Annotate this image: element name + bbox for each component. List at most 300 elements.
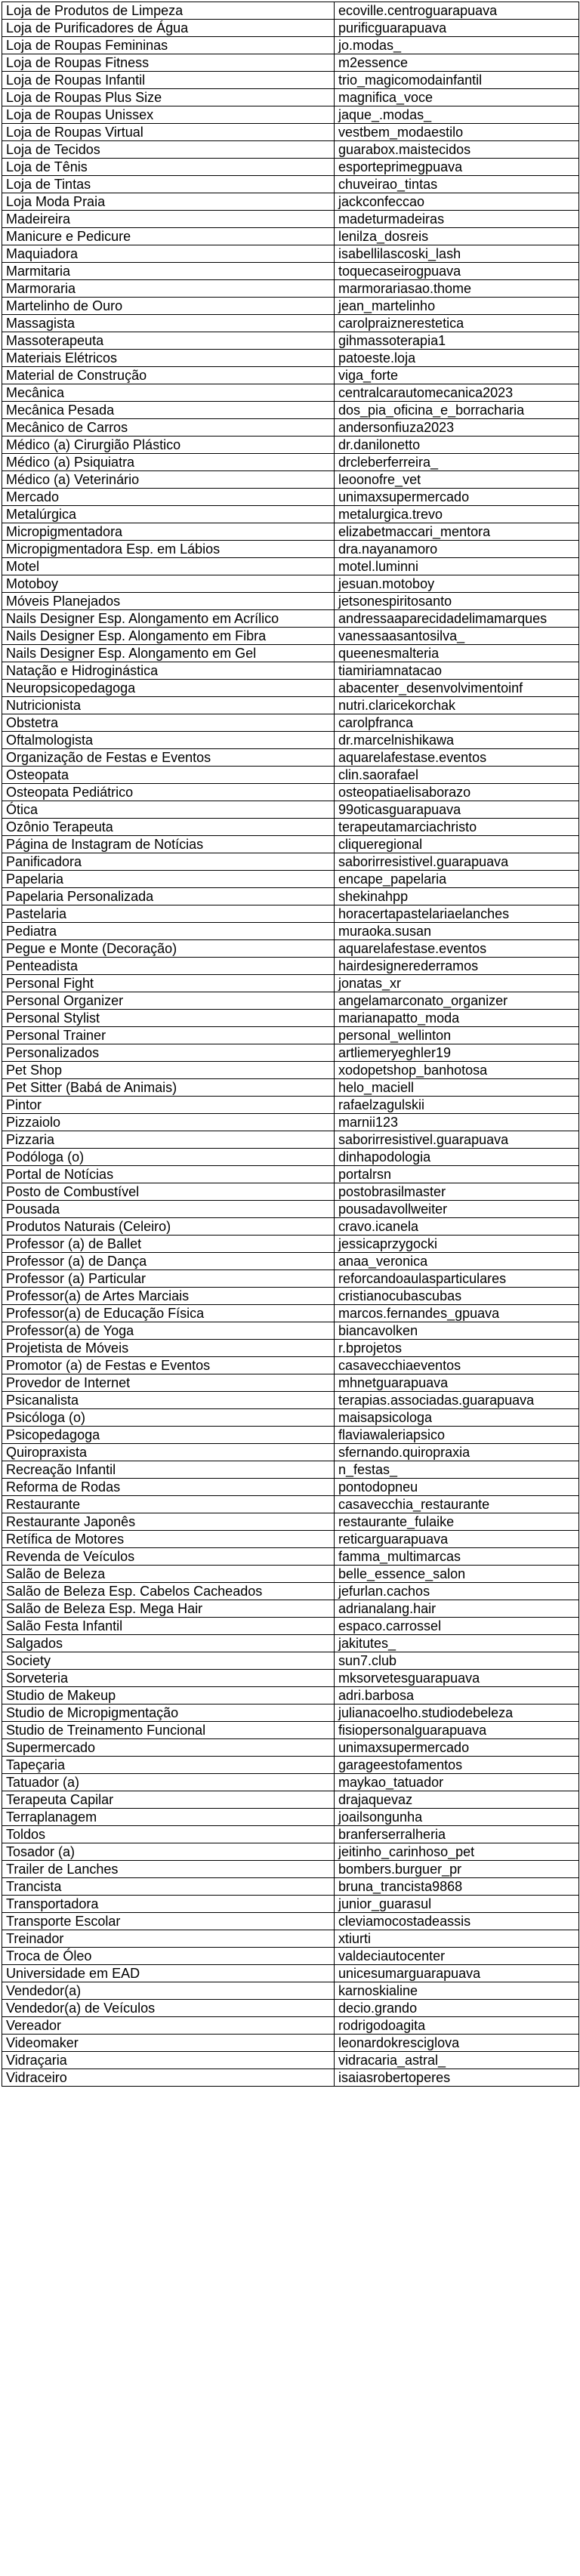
category-cell[interactable]: Salão Festa Infantil	[2, 1618, 335, 1635]
category-cell[interactable]: Nails Designer Esp. Alongamento em Gel	[2, 645, 335, 662]
instagram-handle-cell[interactable]: muraoka.susan	[335, 923, 579, 940]
category-cell[interactable]: Micropigmentadora Esp. em Lábios	[2, 541, 335, 558]
category-cell[interactable]: Ótica	[2, 801, 335, 819]
instagram-handle-cell[interactable]: jeitinho_carinhoso_pet	[335, 1843, 579, 1861]
instagram-handle-cell[interactable]: bruna_trancista9868	[335, 1878, 579, 1896]
category-cell[interactable]: Projetista de Móveis	[2, 1340, 335, 1357]
table-row	[2, 141, 579, 159]
instagram-handle-cell[interactable]: saborirresistivel.guarapuava	[335, 853, 579, 871]
category-cell[interactable]: Osteopata	[2, 767, 335, 784]
instagram-handle-cell[interactable]: personal_wellinton	[335, 1027, 579, 1044]
instagram-handle-cell[interactable]: mhnetguarapuava	[335, 1374, 579, 1392]
table-row	[2, 89, 579, 106]
category-cell[interactable]: Salgados	[2, 1635, 335, 1652]
directory-table-body	[2, 2, 579, 2087]
category-cell[interactable]: Personal Fight	[2, 975, 335, 992]
category-cell[interactable]: Panificadora	[2, 853, 335, 871]
table-row	[2, 124, 579, 141]
table-row	[2, 176, 579, 193]
category-cell[interactable]: Retífica de Motores	[2, 1531, 335, 1548]
category-cell[interactable]: Ozônio Terapeuta	[2, 819, 335, 836]
category-cell[interactable]: Papelaria Personalizada	[2, 888, 335, 905]
table-row	[2, 1513, 579, 1531]
instagram-handle-cell[interactable]: andressaaparecidadelimamarques	[335, 610, 579, 628]
table-row	[2, 1774, 579, 1791]
instagram-handle-cell[interactable]: marianapatto_moda	[335, 1010, 579, 1027]
instagram-handle-cell[interactable]: casavecchiaeventos	[335, 1357, 579, 1374]
instagram-handle-cell[interactable]: queenesmalteria	[335, 645, 579, 662]
category-cell[interactable]: Material de Construção	[2, 367, 335, 384]
instagram-handle-cell[interactable]: aquarelafestase.eventos	[335, 749, 579, 767]
instagram-handle-cell[interactable]: bombers.burguer_pr	[335, 1861, 579, 1878]
category-cell[interactable]: Personal Trainer	[2, 1027, 335, 1044]
table-row	[2, 1948, 579, 1965]
instagram-handle-cell[interactable]: isabellilascoski_lash	[335, 245, 579, 263]
category-cell[interactable]: Professor (a) Particular	[2, 1270, 335, 1288]
instagram-handle-cell[interactable]: marmorariasao.thome	[335, 280, 579, 298]
category-cell[interactable]: Micropigmentadora	[2, 523, 335, 541]
category-cell[interactable]: Mecânico de Carros	[2, 419, 335, 437]
instagram-handle-cell[interactable]: karnoskialine	[335, 1982, 579, 2000]
table-row	[2, 20, 579, 37]
table-row	[2, 1809, 579, 1826]
category-cell[interactable]: Loja Moda Praia	[2, 193, 335, 211]
table-row	[2, 1861, 579, 1878]
category-cell[interactable]: Pegue e Monte (Decoração)	[2, 940, 335, 958]
category-cell[interactable]: Metalúrgica	[2, 506, 335, 523]
category-cell[interactable]: Pintor	[2, 1097, 335, 1114]
table-row	[2, 1322, 579, 1340]
instagram-handle-cell[interactable]: trio_magicomodainfantil	[335, 72, 579, 89]
instagram-handle-cell[interactable]: patoeste.loja	[335, 350, 579, 367]
instagram-handle-cell[interactable]: carolpfranca	[335, 714, 579, 732]
table-row	[2, 1496, 579, 1513]
instagram-handle-cell[interactable]: mksorvetesguarapuava	[335, 1670, 579, 1687]
table-row	[2, 1843, 579, 1861]
instagram-handle-cell[interactable]: r.bprojetos	[335, 1340, 579, 1357]
category-cell[interactable]: Professor (a) de Ballet	[2, 1236, 335, 1253]
table-row	[2, 1340, 579, 1357]
category-cell[interactable]: Trailer de Lanches	[2, 1861, 335, 1878]
instagram-handle-cell[interactable]: ecoville.centroguarapuava	[335, 2, 579, 20]
table-row	[2, 437, 579, 454]
instagram-handle-cell[interactable]: jonatas_xr	[335, 975, 579, 992]
category-cell[interactable]: Nails Designer Esp. Alongamento em Acrílico	[2, 610, 335, 628]
instagram-handle-cell[interactable]: horacertapastelariaelanches	[335, 905, 579, 923]
instagram-handle-cell[interactable]: dr.danilonetto	[335, 437, 579, 454]
category-cell[interactable]: Salão de Beleza Esp. Mega Hair	[2, 1600, 335, 1618]
category-cell[interactable]: Psicóloga (o)	[2, 1409, 335, 1427]
category-cell[interactable]: Supermercado	[2, 1739, 335, 1757]
category-cell[interactable]: Restaurante Japonês	[2, 1513, 335, 1531]
category-cell[interactable]: Recreação Infantil	[2, 1461, 335, 1479]
category-cell[interactable]: Personal Organizer	[2, 992, 335, 1010]
instagram-handle-cell[interactable]: fisiopersonalguarapuava	[335, 1722, 579, 1739]
table-row	[2, 610, 579, 628]
table-row	[2, 1097, 579, 1114]
table-row	[2, 402, 579, 419]
category-cell[interactable]: Videomaker	[2, 2035, 335, 2052]
category-cell[interactable]: Vereador	[2, 2017, 335, 2035]
table-row	[2, 419, 579, 437]
category-cell[interactable]: Loja de Roupas Virtual	[2, 124, 335, 141]
table-row	[2, 1027, 579, 1044]
instagram-handle-cell[interactable]: shekinahpp	[335, 888, 579, 905]
instagram-handle-cell[interactable]: encape_papelaria	[335, 871, 579, 888]
category-cell[interactable]: Móveis Planejados	[2, 593, 335, 610]
category-cell[interactable]: Loja de Roupas Fitness	[2, 54, 335, 72]
category-cell[interactable]: Marmoraria	[2, 280, 335, 298]
instagram-handle-cell[interactable]: lenilza_dosreis	[335, 228, 579, 245]
table-row	[2, 593, 579, 610]
instagram-handle-cell[interactable]: viga_forte	[335, 367, 579, 384]
category-cell[interactable]: Massoterapeuta	[2, 332, 335, 350]
table-row	[2, 1392, 579, 1409]
instagram-handle-cell[interactable]: jakitutes_	[335, 1635, 579, 1652]
instagram-handle-cell[interactable]: jackconfeccao	[335, 193, 579, 211]
category-cell[interactable]: Médico (a) Veterinário	[2, 471, 335, 489]
instagram-handle-cell[interactable]: nutri.claricekorchak	[335, 697, 579, 714]
category-cell[interactable]: Professor (a) de Dança	[2, 1253, 335, 1270]
category-cell[interactable]: Universidade em EAD	[2, 1965, 335, 1982]
table-row	[2, 315, 579, 332]
instagram-handle-cell[interactable]: espaco.carrossel	[335, 1618, 579, 1635]
category-cell[interactable]: Portal de Notícias	[2, 1166, 335, 1183]
category-cell[interactable]: Médico (a) Cirurgião Plástico	[2, 437, 335, 454]
category-cell[interactable]: Pizzaria	[2, 1131, 335, 1149]
category-cell[interactable]: Loja de Tintas	[2, 176, 335, 193]
instagram-handle-cell[interactable]: biancavolken	[335, 1322, 579, 1340]
instagram-handle-cell[interactable]: artliemeryeghler19	[335, 1044, 579, 1062]
instagram-handle-cell[interactable]: jefurlan.cachos	[335, 1583, 579, 1600]
instagram-handle-cell[interactable]: clin.saorafael	[335, 767, 579, 784]
category-cell[interactable]: Society	[2, 1652, 335, 1670]
category-cell[interactable]: Vidraceiro	[2, 2069, 335, 2087]
instagram-handle-cell[interactable]: portalrsn	[335, 1166, 579, 1183]
instagram-handle-cell[interactable]: abacenter_desenvolvimentoinf	[335, 680, 579, 697]
instagram-handle-cell[interactable]: jessicaprzygocki	[335, 1236, 579, 1253]
category-cell[interactable]: Personalizados	[2, 1044, 335, 1062]
category-cell[interactable]: Professor(a) de Yoga	[2, 1322, 335, 1340]
instagram-handle-cell[interactable]: saborirresistivel.guarapuava	[335, 1131, 579, 1149]
instagram-handle-cell[interactable]: 99oticasguarapuava	[335, 801, 579, 819]
instagram-handle-cell[interactable]: dinhapodologia	[335, 1149, 579, 1166]
category-cell[interactable]: Promotor (a) de Festas e Eventos	[2, 1357, 335, 1374]
instagram-handle-cell[interactable]: julianacoelho.studiodebeleza	[335, 1704, 579, 1722]
instagram-handle-cell[interactable]: valdeciautocenter	[335, 1948, 579, 1965]
instagram-handle-cell[interactable]: jesuan.motoboy	[335, 575, 579, 593]
instagram-handle-cell[interactable]: cravo.icanela	[335, 1218, 579, 1236]
category-cell[interactable]: Personal Stylist	[2, 1010, 335, 1027]
instagram-handle-cell[interactable]: chuveirao_tintas	[335, 176, 579, 193]
category-cell[interactable]: Quiropraxista	[2, 1444, 335, 1461]
table-row	[2, 1687, 579, 1704]
table-row	[2, 1131, 579, 1149]
table-row	[2, 575, 579, 593]
instagram-handle-cell[interactable]: andersonfiuza2023	[335, 419, 579, 437]
category-cell[interactable]: Oftalmologista	[2, 732, 335, 749]
instagram-handle-cell[interactable]: toquecaseirogpuava	[335, 263, 579, 280]
instagram-handle-cell[interactable]: decio.grando	[335, 2000, 579, 2017]
instagram-handle-cell[interactable]: jaque_.modas_	[335, 106, 579, 124]
instagram-handle-cell[interactable]: maisapsicologa	[335, 1409, 579, 1427]
category-cell[interactable]: Materiais Elétricos	[2, 350, 335, 367]
category-cell[interactable]: Tatuador (a)	[2, 1774, 335, 1791]
table-row	[2, 1079, 579, 1097]
table-row	[2, 628, 579, 645]
category-cell[interactable]: Loja de Tecidos	[2, 141, 335, 159]
category-cell[interactable]: Treinador	[2, 1930, 335, 1948]
instagram-handle-cell[interactable]: m2essence	[335, 54, 579, 72]
instagram-handle-cell[interactable]: vidracaria_astral_	[335, 2052, 579, 2069]
table-row	[2, 680, 579, 697]
category-cell[interactable]: Tosador (a)	[2, 1843, 335, 1861]
category-cell[interactable]: Neuropsicopedagoga	[2, 680, 335, 697]
category-cell[interactable]: Pet Sitter (Babá de Animais)	[2, 1079, 335, 1097]
table-row	[2, 853, 579, 871]
category-cell[interactable]: Studio de Treinamento Funcional	[2, 1722, 335, 1739]
category-cell[interactable]: Posto de Combustível	[2, 1183, 335, 1201]
category-cell[interactable]: Obstetra	[2, 714, 335, 732]
instagram-handle-cell[interactable]: xodopetshop_banhotosa	[335, 1062, 579, 1079]
instagram-handle-cell[interactable]: drajaquevaz	[335, 1791, 579, 1809]
instagram-handle-cell[interactable]: jean_martelinho	[335, 298, 579, 315]
category-cell[interactable]: Loja de Roupas Unissex	[2, 106, 335, 124]
instagram-handle-cell[interactable]: leonardokresciglova	[335, 2035, 579, 2052]
category-cell[interactable]: Marmitaria	[2, 263, 335, 280]
category-cell[interactable]: Studio de Micropigmentação	[2, 1704, 335, 1722]
instagram-handle-cell[interactable]: pousadavollweiter	[335, 1201, 579, 1218]
table-row	[2, 1913, 579, 1930]
category-cell[interactable]: Psicanalista	[2, 1392, 335, 1409]
category-cell[interactable]: Pousada	[2, 1201, 335, 1218]
instagram-handle-cell[interactable]: cristianocubascubas	[335, 1288, 579, 1305]
instagram-handle-cell[interactable]: postobrasilmaster	[335, 1183, 579, 1201]
category-cell[interactable]: Pet Shop	[2, 1062, 335, 1079]
category-cell[interactable]: Loja de Tênis	[2, 159, 335, 176]
instagram-handle-cell[interactable]: adrianalang.hair	[335, 1600, 579, 1618]
instagram-handle-cell[interactable]: rafaelzagulskii	[335, 1097, 579, 1114]
instagram-handle-cell[interactable]: restaurante_fulaike	[335, 1513, 579, 1531]
instagram-handle-cell[interactable]: angelamarconato_organizer	[335, 992, 579, 1010]
category-cell[interactable]: Restaurante	[2, 1496, 335, 1513]
table-row	[2, 506, 579, 523]
table-row	[2, 1652, 579, 1670]
instagram-handle-cell[interactable]: rodrigodoagita	[335, 2017, 579, 2035]
table-row	[2, 1010, 579, 1027]
category-cell[interactable]: Penteadista	[2, 958, 335, 975]
instagram-handle-cell[interactable]: elizabetmaccari_mentora	[335, 523, 579, 541]
instagram-handle-cell[interactable]: anaa_veronica	[335, 1253, 579, 1270]
instagram-handle-cell[interactable]: sfernando.quiropraxia	[335, 1444, 579, 1461]
instagram-handle-cell[interactable]: marcos.fernandes_gpuava	[335, 1305, 579, 1322]
category-cell[interactable]: Maquiadora	[2, 245, 335, 263]
table-row	[2, 211, 579, 228]
table-row	[2, 836, 579, 853]
table-row	[2, 263, 579, 280]
table-row	[2, 940, 579, 958]
instagram-handle-cell[interactable]: metalurgica.trevo	[335, 506, 579, 523]
table-row	[2, 819, 579, 836]
table-row	[2, 54, 579, 72]
instagram-handle-cell[interactable]: isaiasrobertoperes	[335, 2069, 579, 2087]
table-row	[2, 1965, 579, 1982]
category-cell[interactable]: Martelinho de Ouro	[2, 298, 335, 315]
instagram-handle-cell[interactable]: adri.barbosa	[335, 1687, 579, 1704]
instagram-handle-cell[interactable]: branferserralheria	[335, 1826, 579, 1843]
category-cell[interactable]: Loja de Roupas Infantil	[2, 72, 335, 89]
category-cell[interactable]: Pediatra	[2, 923, 335, 940]
instagram-handle-cell[interactable]: terapias.associadas.guarapuava	[335, 1392, 579, 1409]
category-cell[interactable]: Transporte Escolar	[2, 1913, 335, 1930]
instagram-handle-cell[interactable]: leoonofre_vet	[335, 471, 579, 489]
category-cell[interactable]: Loja de Produtos de Limpeza	[2, 2, 335, 20]
instagram-handle-cell[interactable]: cleviamocostadeassis	[335, 1913, 579, 1930]
category-cell[interactable]: Reforma de Rodas	[2, 1479, 335, 1496]
instagram-handle-cell[interactable]: guarabox.maistecidos	[335, 141, 579, 159]
category-cell[interactable]: Transportadora	[2, 1896, 335, 1913]
category-cell[interactable]: Sorveteria	[2, 1670, 335, 1687]
table-row	[2, 541, 579, 558]
category-cell[interactable]: Motel	[2, 558, 335, 575]
category-cell[interactable]: Psicopedagoga	[2, 1427, 335, 1444]
instagram-handle-cell[interactable]: unimaxsupermercado	[335, 489, 579, 506]
instagram-handle-cell[interactable]: drcleberferreira_	[335, 454, 579, 471]
category-cell[interactable]: Mecânica Pesada	[2, 402, 335, 419]
table-row	[2, 888, 579, 905]
instagram-handle-cell[interactable]: tiamiriamnatacao	[335, 662, 579, 680]
instagram-handle-cell[interactable]: dr.marcelnishikawa	[335, 732, 579, 749]
instagram-handle-cell[interactable]: purificguarapuava	[335, 20, 579, 37]
instagram-handle-cell[interactable]: dra.nayanamoro	[335, 541, 579, 558]
category-cell[interactable]: Vendedor(a) de Veículos	[2, 2000, 335, 2017]
category-cell[interactable]: Pizzaiolo	[2, 1114, 335, 1131]
instagram-handle-cell[interactable]: reforcandoaulasparticulares	[335, 1270, 579, 1288]
instagram-handle-cell[interactable]: casavecchia_restaurante	[335, 1496, 579, 1513]
category-cell[interactable]: Salão de Beleza	[2, 1566, 335, 1583]
category-cell[interactable]: Nails Designer Esp. Alongamento em Fibra	[2, 628, 335, 645]
category-cell[interactable]: Podóloga (o)	[2, 1149, 335, 1166]
instagram-handle-cell[interactable]: dos_pia_oficina_e_borracharia	[335, 402, 579, 419]
category-cell[interactable]: Manicure e Pedicure	[2, 228, 335, 245]
category-cell[interactable]: Loja de Purificadores de Água	[2, 20, 335, 37]
instagram-handle-cell[interactable]: jo.modas_	[335, 37, 579, 54]
category-cell[interactable]: Tapeçaria	[2, 1757, 335, 1774]
table-row	[2, 37, 579, 54]
instagram-handle-cell[interactable]: carolpraiznerestetica	[335, 315, 579, 332]
category-cell[interactable]: Trancista	[2, 1878, 335, 1896]
category-cell[interactable]: Pastelaria	[2, 905, 335, 923]
category-cell[interactable]: Provedor de Internet	[2, 1374, 335, 1392]
category-cell[interactable]: Natação e Hidroginástica	[2, 662, 335, 680]
category-cell[interactable]: Mercado	[2, 489, 335, 506]
instagram-handle-cell[interactable]: marnii123	[335, 1114, 579, 1131]
category-cell[interactable]: Médico (a) Psiquiatra	[2, 454, 335, 471]
table-row	[2, 732, 579, 749]
category-cell[interactable]: Produtos Naturais (Celeiro)	[2, 1218, 335, 1236]
instagram-handle-cell[interactable]: osteopatiaelisaborazo	[335, 784, 579, 801]
category-cell[interactable]: Terraplanagem	[2, 1809, 335, 1826]
instagram-handle-cell[interactable]: hairdesignerederramos	[335, 958, 579, 975]
category-cell[interactable]: Mecânica	[2, 384, 335, 402]
category-cell[interactable]: Studio de Makeup	[2, 1687, 335, 1704]
instagram-handle-cell[interactable]: gihmassoterapia1	[335, 332, 579, 350]
table-row	[2, 1374, 579, 1392]
instagram-handle-cell[interactable]: esporteprimegpuava	[335, 159, 579, 176]
category-cell[interactable]: Loja de Roupas Plus Size	[2, 89, 335, 106]
category-cell[interactable]: Vidraçaria	[2, 2052, 335, 2069]
category-cell[interactable]: Massagista	[2, 315, 335, 332]
category-cell[interactable]: Loja de Roupas Femininas	[2, 37, 335, 54]
category-cell[interactable]: Página de Instagram de Notícias	[2, 836, 335, 853]
instagram-handle-cell[interactable]: pontodopneu	[335, 1479, 579, 1496]
instagram-handle-cell[interactable]: vanessaasantosilva_	[335, 628, 579, 645]
table-row	[2, 801, 579, 819]
instagram-handle-cell[interactable]: madeturmadeiras	[335, 211, 579, 228]
table-row	[2, 1183, 579, 1201]
instagram-handle-cell[interactable]: terapeutamarciachristo	[335, 819, 579, 836]
instagram-handle-cell[interactable]: maykao_tatuador	[335, 1774, 579, 1791]
category-cell[interactable]: Madeireira	[2, 211, 335, 228]
table-row	[2, 367, 579, 384]
category-cell[interactable]: Troca de Óleo	[2, 1948, 335, 1965]
table-row	[2, 958, 579, 975]
category-cell[interactable]: Professor(a) de Artes Marciais	[2, 1288, 335, 1305]
category-cell[interactable]: Nutricionista	[2, 697, 335, 714]
instagram-handle-cell[interactable]: aquarelafestase.eventos	[335, 940, 579, 958]
instagram-handle-cell[interactable]: flaviawaleriapsico	[335, 1427, 579, 1444]
instagram-handle-cell[interactable]: garageestofamentos	[335, 1757, 579, 1774]
category-cell[interactable]: Salão de Beleza Esp. Cabelos Cacheados	[2, 1583, 335, 1600]
instagram-handle-cell[interactable]: xtiurti	[335, 1930, 579, 1948]
instagram-handle-cell[interactable]: n_festas_	[335, 1461, 579, 1479]
instagram-handle-cell[interactable]: sun7.club	[335, 1652, 579, 1670]
instagram-handle-cell[interactable]: motel.luminni	[335, 558, 579, 575]
instagram-handle-cell[interactable]: famma_multimarcas	[335, 1548, 579, 1566]
category-cell[interactable]: Osteopata Pediátrico	[2, 784, 335, 801]
table-row	[2, 1826, 579, 1843]
table-row	[2, 905, 579, 923]
table-row	[2, 350, 579, 367]
instagram-handle-cell[interactable]: cliqueregional	[335, 836, 579, 853]
category-cell[interactable]: Revenda de Veículos	[2, 1548, 335, 1566]
instagram-handle-cell[interactable]: junior_guarasul	[335, 1896, 579, 1913]
instagram-handle-cell[interactable]: vestbem_modaestilo	[335, 124, 579, 141]
instagram-handle-cell[interactable]: joailsongunha	[335, 1809, 579, 1826]
instagram-handle-cell[interactable]: magnifica_voce	[335, 89, 579, 106]
table-row	[2, 298, 579, 315]
category-cell[interactable]: Vendedor(a)	[2, 1982, 335, 2000]
table-row	[2, 1704, 579, 1722]
category-cell[interactable]: Professor(a) de Educação Física	[2, 1305, 335, 1322]
table-row	[2, 228, 579, 245]
instagram-handle-cell[interactable]: unimaxsupermercado	[335, 1739, 579, 1757]
category-cell[interactable]: Papelaria	[2, 871, 335, 888]
instagram-handle-cell[interactable]: centralcarautomecanica2023	[335, 384, 579, 402]
instagram-handle-cell[interactable]: helo_maciell	[335, 1079, 579, 1097]
category-cell[interactable]: Toldos	[2, 1826, 335, 1843]
table-row	[2, 1427, 579, 1444]
instagram-handle-cell[interactable]: reticarguarapuava	[335, 1531, 579, 1548]
category-cell[interactable]: Motoboy	[2, 575, 335, 593]
table-row	[2, 1583, 579, 1600]
instagram-handle-cell[interactable]: belle_essence_salon	[335, 1566, 579, 1583]
table-row	[2, 1982, 579, 2000]
instagram-handle-cell[interactable]: jetsonespiritosanto	[335, 593, 579, 610]
category-cell[interactable]: Organização de Festas e Eventos	[2, 749, 335, 767]
instagram-handle-cell[interactable]: unicesumarguarapuava	[335, 1965, 579, 1982]
category-cell[interactable]: Terapeuta Capilar	[2, 1791, 335, 1809]
